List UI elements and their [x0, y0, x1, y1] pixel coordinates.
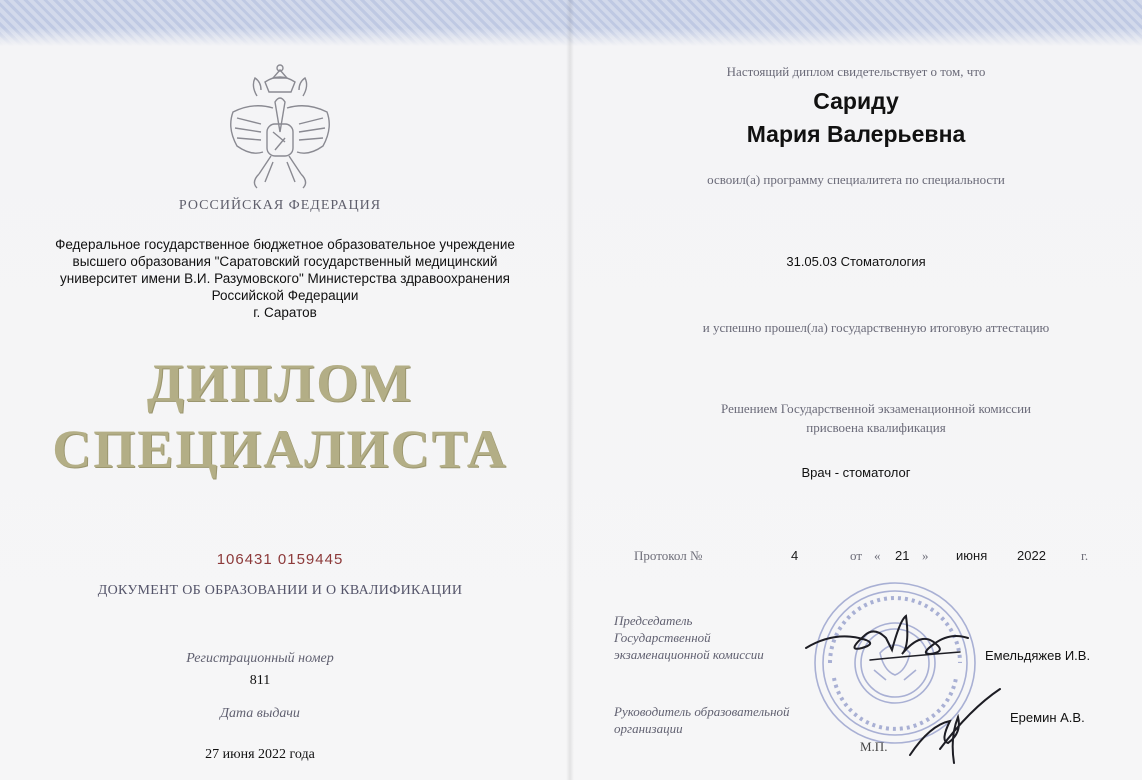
institution-line: Российской Федерации — [211, 288, 359, 303]
head-name: Еремин А.В. — [1010, 710, 1085, 725]
protocol-open-quote: « — [874, 548, 881, 563]
protocol-close-quote: » — [922, 548, 929, 563]
specialty: 31.05.03 Стоматология — [786, 254, 926, 269]
issue-date-value: 27 июня 2022 года — [205, 747, 315, 762]
issue-date-label: Дата выдачи — [220, 706, 300, 721]
document-type: ДОКУМЕНТ ОБ ОБРАЗОВАНИИ И О КВАЛИФИКАЦИИ — [97, 583, 463, 598]
head-label-line: Руководитель образовательной — [614, 704, 790, 719]
chair-signature-icon — [800, 600, 990, 680]
protocol-day: 21 — [895, 548, 910, 563]
chair-label-line: Государственной — [614, 630, 711, 645]
protocol-year: 2022 — [1017, 548, 1046, 563]
commission-decision-line: присвоена квалификация — [806, 420, 946, 435]
organization-head-label — [614, 703, 844, 737]
right-page — [570, 0, 1142, 780]
institution-line: Федеральное государственное бюджетное образовательное учреждение — [55, 237, 515, 252]
head-signature-icon — [900, 685, 1010, 775]
chair-label-line: экзаменационной комиссии — [614, 647, 764, 662]
protocol-from: от — [850, 548, 863, 563]
head-label-line: организации — [614, 721, 683, 736]
registration-number-label: Регистрационный номер — [186, 651, 334, 666]
diploma-serial-number: 106431 0159445 — [216, 551, 344, 568]
protocol-number: 4 — [791, 548, 799, 563]
seal-place-mark: М.П. — [860, 739, 888, 754]
left-page — [0, 0, 570, 780]
graduate-surname: Сариду — [813, 88, 899, 114]
institution-line: университет имени В.И. Разумовского" Министерства здравоохранения — [60, 271, 510, 286]
program-statement: освоил(а) программу специалитета по специальности — [707, 172, 1005, 187]
country-name: РОССИЙСКАЯ ФЕДЕРАЦИЯ — [178, 198, 382, 213]
graduate-given-names: Мария Валерьевна — [746, 121, 966, 147]
certification-intro: Настоящий диплом свидетельствует о том, что — [726, 64, 986, 79]
chair-label-line: Председатель — [614, 613, 693, 628]
institution-name — [0, 236, 570, 321]
commission-decision-line: Решением Государственной экзаменационной комиссии — [721, 401, 1031, 416]
commission-decision — [610, 399, 1142, 437]
document-title-line1: ДИПЛОМ — [146, 353, 414, 413]
protocol-month: июня — [956, 548, 988, 563]
qualification: Врач - стоматолог — [801, 465, 911, 480]
institution-city: г. Саратов — [253, 305, 317, 320]
chair-name: Емельдяжев И.В. — [985, 648, 1091, 663]
document-title-line2: СПЕЦИАЛИСТА — [52, 419, 508, 479]
protocol-year-suffix: г. — [1081, 548, 1089, 563]
protocol-label: Протокол № — [634, 548, 703, 563]
commission-chair-label — [614, 612, 824, 663]
double-headed-eagle-emblem-icon — [215, 62, 345, 192]
protocol-row — [570, 548, 1142, 570]
attestation-statement: и успешно прошел(ла) государственную итоговую аттестацию — [702, 320, 1050, 335]
institution-line: высшего образования "Саратовский государственный медицинский — [72, 254, 498, 269]
registration-number-value: 811 — [249, 673, 271, 688]
